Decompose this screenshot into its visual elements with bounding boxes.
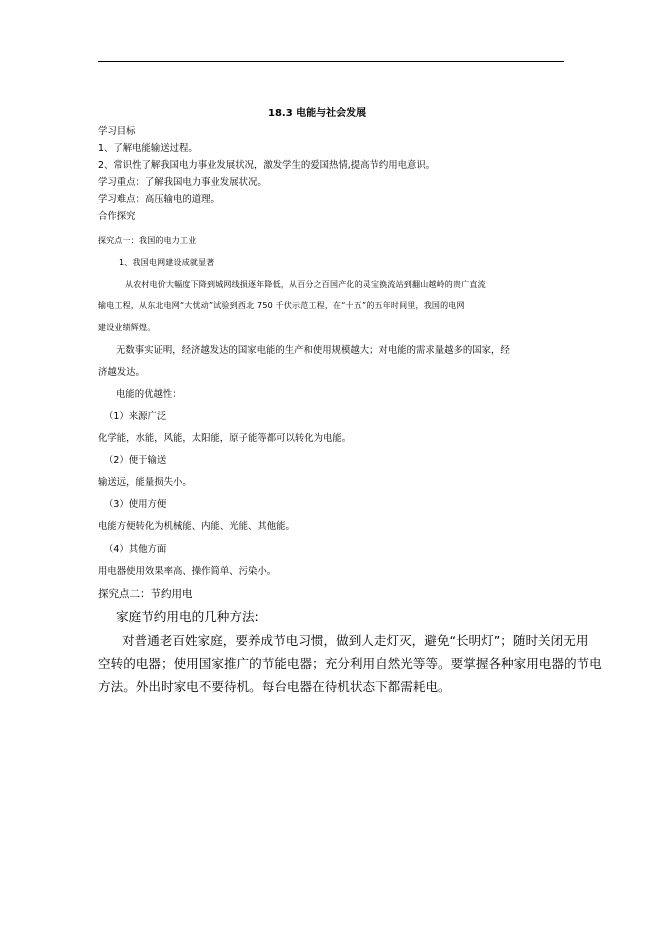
paragraph-1-line-2: 输电工程，从东北电网“大忧动”试验到西北 750 千伏示范工程，在“十五”的五年时间里，我国的电网	[98, 301, 465, 310]
saving-line-3: 方法。外出时家电不要待机。每台电器在待机状态下都需耗电。	[98, 679, 451, 694]
saving-line-1: 对普通老百姓家庭，要养成节电习惯，做到人走灯灭，避免“长明灯”；随时关闭无用	[122, 633, 589, 648]
paragraph-1-line-3: 建设业绩辉煌。	[98, 323, 156, 332]
advantage-1-text: 化学能，水能，风能，太阳能，原子能等都可以转化为电能。	[98, 433, 352, 444]
header-rule	[98, 61, 564, 62]
topic-2-heading: 探究点二：节约用电	[98, 588, 193, 600]
advantage-2-title: （2）便于输送	[104, 455, 167, 466]
advantage-4-title: （4）其他方面	[104, 544, 167, 555]
paragraph-2-line-1: 无数事实证明，经济越发达的国家电能的生产和使用规模越大；对电能的需求量越多的国家，经	[116, 345, 510, 356]
objectives-heading: 学习目标	[98, 126, 136, 137]
objective-1: 1、了解电能输送过程。	[98, 143, 198, 154]
document-title: 18.3 电能与社会发展	[268, 108, 367, 119]
advantage-2-text: 输送远，能量损失小。	[98, 477, 192, 488]
subtopic-1-heading: 1、我国电网建设成就显著	[119, 258, 215, 267]
key-point: 学习重点：了解我国电力事业发展状况。	[98, 177, 267, 188]
advantage-3-text: 电能方便转化为机械能、内能、光能、其他能。	[98, 521, 295, 532]
objective-2: 2、常识性了解我国电力事业发展状况，激发学生的爱国热情,提高节约用电意识。	[98, 160, 436, 171]
advantage-3-title: （3）使用方便	[104, 499, 167, 510]
difficult-point: 学习难点：高压输电的道理。	[98, 194, 220, 205]
paragraph-1-line-1: 从农村电价大幅度下降到城网线损逐年降低，从百分之百国产化的灵宝换流站到翻山越岭的贵广直流	[125, 280, 486, 289]
saving-heading: 家庭节约用电的几种方法:	[116, 609, 259, 624]
paragraph-2-line-2: 济越发达。	[98, 367, 145, 378]
advantage-1-title: （1）来源广泛	[104, 411, 167, 422]
topic-1-heading: 探究点一：我国的电力工业	[98, 236, 197, 245]
cooperation-heading: 合作探究	[98, 211, 136, 222]
saving-line-2: 空转的电器；使用国家推广的节能电器；充分利用自然光等等。要掌握各种家用电器的节电	[98, 656, 602, 671]
advantages-heading: 电能的优越性：	[116, 389, 182, 400]
advantage-4-text: 用电器使用效果率高、操作简单、污染小。	[98, 566, 277, 577]
